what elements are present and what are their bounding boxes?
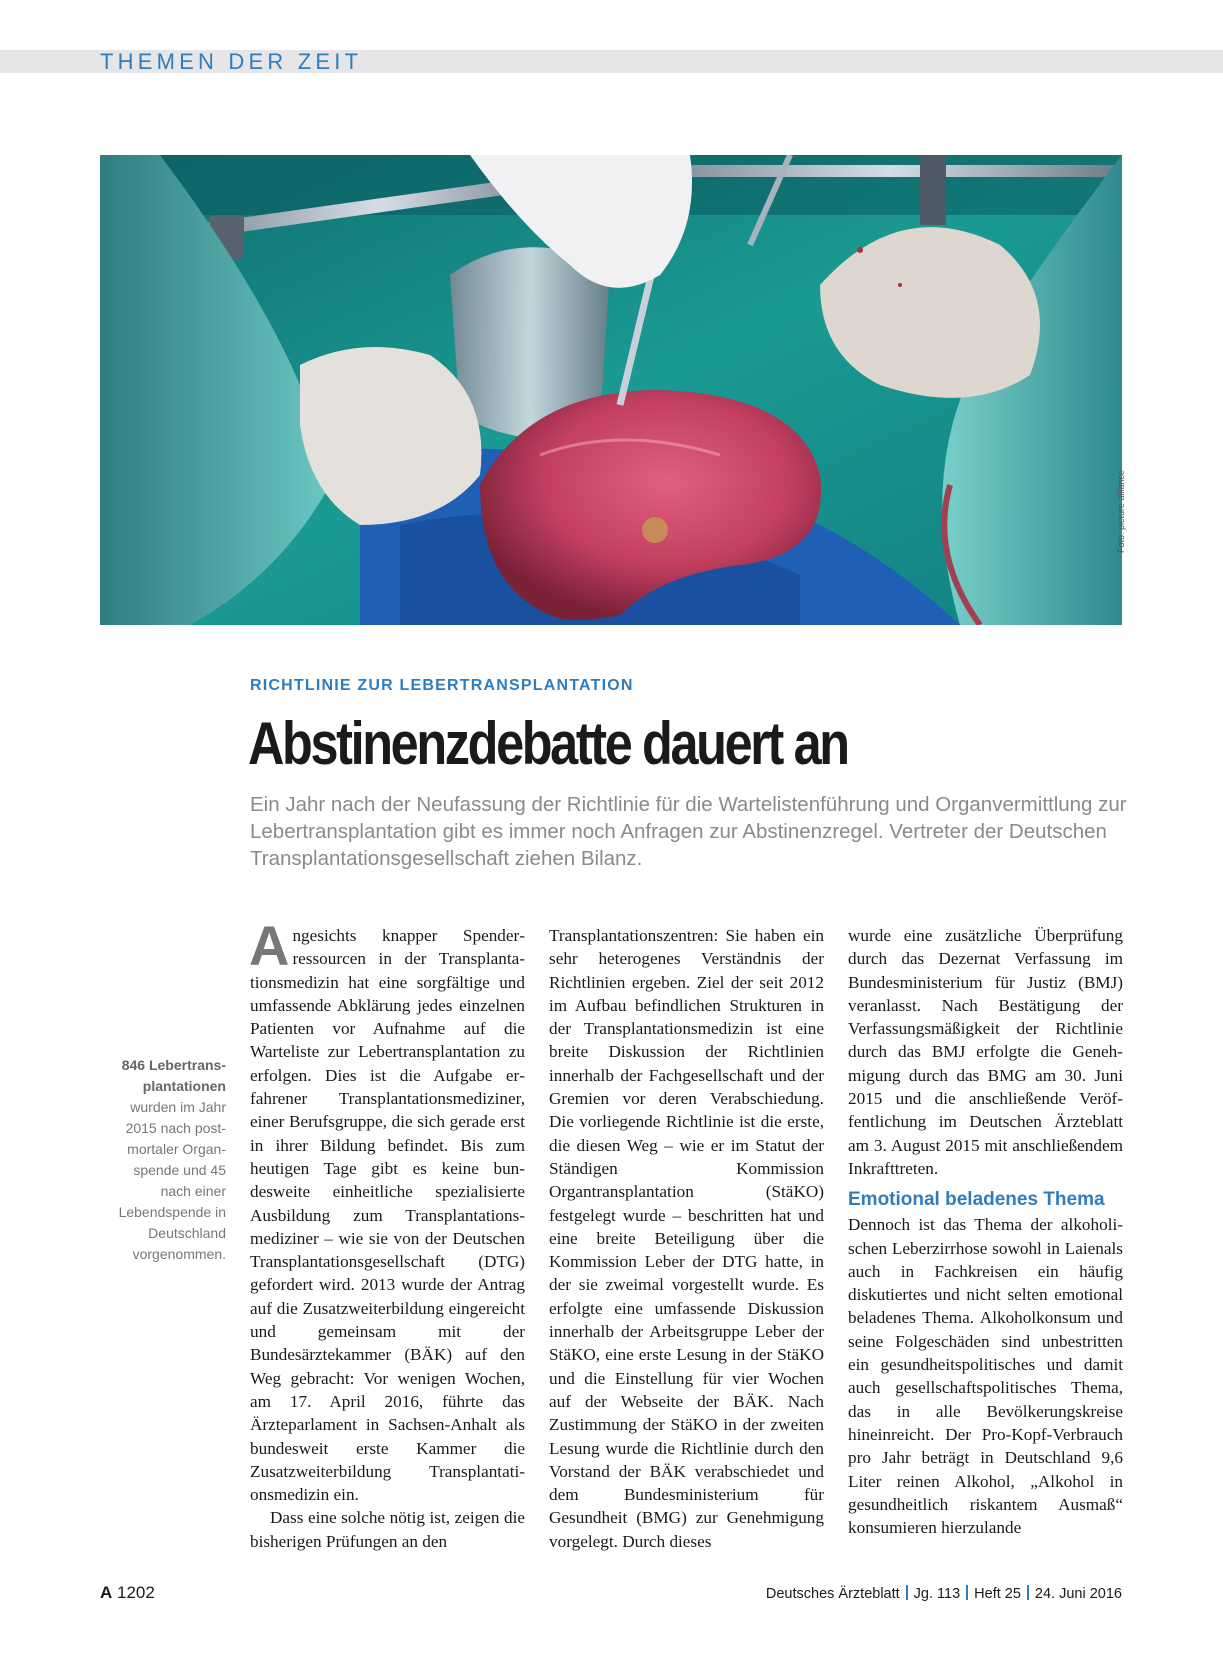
paragraph-text: ngesichts knapper Spenderressourcen in der Transplantationsmedizin hat eine sorgfältige und umfassende Abklärung jedes einzelnen Patienten vor Aufnahme auf die Warteliste zur Lebertransplantation zu erfolgen. Dies ist die Aufgabe erfahrener Transplantationsmediziner, einer Berufsgruppe, die sich gerade erst in ihrer Bildung befindet. Bis zum heutigen Tage gibt es keine bundesweite einheitliche spezialisierte Ausbildung zum Transplantationsmediziner – wie sie von der Deutschen Transplantationsgesellschaft (DTG) gefordert wird. 2013 wurde der Antrag auf die Zusatzweiterbildung eingereicht und gemeinsam mit der Bundesärztekammer (BÄK) auf den Weg gebracht: Vor wenigen Wochen, am 17. April 2016, führte das Ärzteparlament in Sachsen-Anhalt als bundesweit erste Kammer die Zusatzweiterbildung Transplantationsmedizin ein.: [250, 926, 525, 1505]
footer-separator: [906, 1585, 908, 1600]
paragraph: Dennoch ist das Thema der alkoholischen Leberzirrhose sowohl in Laienals auch in Fachkreisen ein häufig diskutiertes und nicht selten emotional beladenes Thema. Alkoholkonsum und seine Folgeschäden sind unbestritten ein gesundheitspolitisches und damit auch gesellschaftspolitisches Thema, das in alle Bevölkerungskreise hineinreicht. Der Pro-Kopf-Verbrauch pro Jahr beträgt in Deutschland 9,6 Liter reinen Alkohol, „Alkohol in gesundheitlich riskantem Ausmaß“ konsumieren hierzulande: [848, 1215, 1123, 1538]
paragraph: [249, 914, 525, 1506]
margin-note: [100, 1055, 226, 1265]
journal-footer: [766, 1585, 1122, 1602]
margin-note-highlight: 846 Lebertransplantationen: [121, 1057, 226, 1094]
article-column-2: [549, 924, 824, 1553]
journal-volume: Jg. 113: [913, 1586, 961, 1602]
article-column-1: [249, 914, 525, 1553]
article-kicker: RICHTLINIE ZUR LEBERTRANSPLANTATION: [250, 677, 634, 694]
paragraph: wurde eine zusätzliche Überprüfung durch das Dezernat Verfassung im Bundesministerium für Justiz (BMJ) veranlasst. Nach Bestätigung der Verfassungsmäßigkeit der Richtlinie durch das BMJ erfolgte die Genehmigung durch das BMG am 30. Juni 2015 und die anschließende Veröffentlichung im Deutschen Ärzteblatt am 3. August 2015 mit anschließendem Inkrafttreten.: [848, 926, 1123, 1178]
paragraph: Transplantationszentren: Sie haben ein sehr heterogenes Verständnis der Richtlinien ergeben. Ziel der seit 2012 im Aufbau befindlichen Strukturen in der Transplantationsmedizin ist eine breite Diskussion der Richtlinien innerhalb der Fachgesellschaft und der Gremien vor deren Verabschiedung. Die vorliegende Richtlinie ist die erste, die diesen Weg – wie er im Statut der Ständigen Kommission Organtransplantation (StäKO) festgelegt wurde – beschritten hat und eine breite Beteiligung über die Kommission Leber der DTG hatte, in der sie zweimal vorgestellt wurde. Es erfolgte eine umfassende Diskussion innerhalb der Arbeitsgruppe Leber der StäKO, eine erste Lesung in der StäKO und die Einstellung für vier Wochen auf der Webseite der BÄK. Nach Zustimmung der StäKO in der zweiten Lesung wurde die Richtlinie durch den Vorstand der BÄK verabschiedet und dem Bundesministerium für Gesundheit (BMG) zur Genehmigung vorgelegt. Durch dieses: [549, 926, 824, 1551]
journal-date: 24. Juni 2016: [1034, 1586, 1122, 1602]
footer-separator: [1027, 1585, 1029, 1600]
footer-separator: [966, 1585, 968, 1600]
journal-name: Deutsches Ärzteblatt: [765, 1586, 900, 1602]
journal-issue: Heft 25: [974, 1586, 1021, 1602]
paragraph: Dass eine solche nötig ist, zeigen die bisherigen Prüfungen an den: [250, 1508, 525, 1551]
article-lead: Ein Jahr nach der Neufassung der Richtlinie für die Wartelistenführung und Organvermittlung zur Lebertransplantation gibt es immer noch Anfragen zur Abstinenzregel. Vertreter der Deutschen Transplantationsgesellschaft ziehen Bilanz.: [250, 793, 1127, 870]
article-photo: [100, 155, 1122, 625]
folio-letter: A: [100, 1583, 113, 1602]
margin-note-text: wurden im Jahr 2015 nach postmortaler Organspende und 45 nach einer Lebendspende in Deutschland vorgenommen.: [118, 1099, 226, 1262]
folio-number: 1202: [117, 1583, 155, 1602]
drop-cap: A: [249, 914, 290, 977]
article-column-3: [848, 924, 1123, 1539]
section-label: THEMEN DER ZEIT: [100, 49, 363, 74]
photo-credit: Foto: picture alliance: [1116, 469, 1126, 553]
subheading: Emotional beladenes Thema: [848, 1189, 1105, 1211]
article-headline: Abstinenzdebatte dauert an: [248, 710, 848, 777]
page-number: [100, 1583, 155, 1603]
